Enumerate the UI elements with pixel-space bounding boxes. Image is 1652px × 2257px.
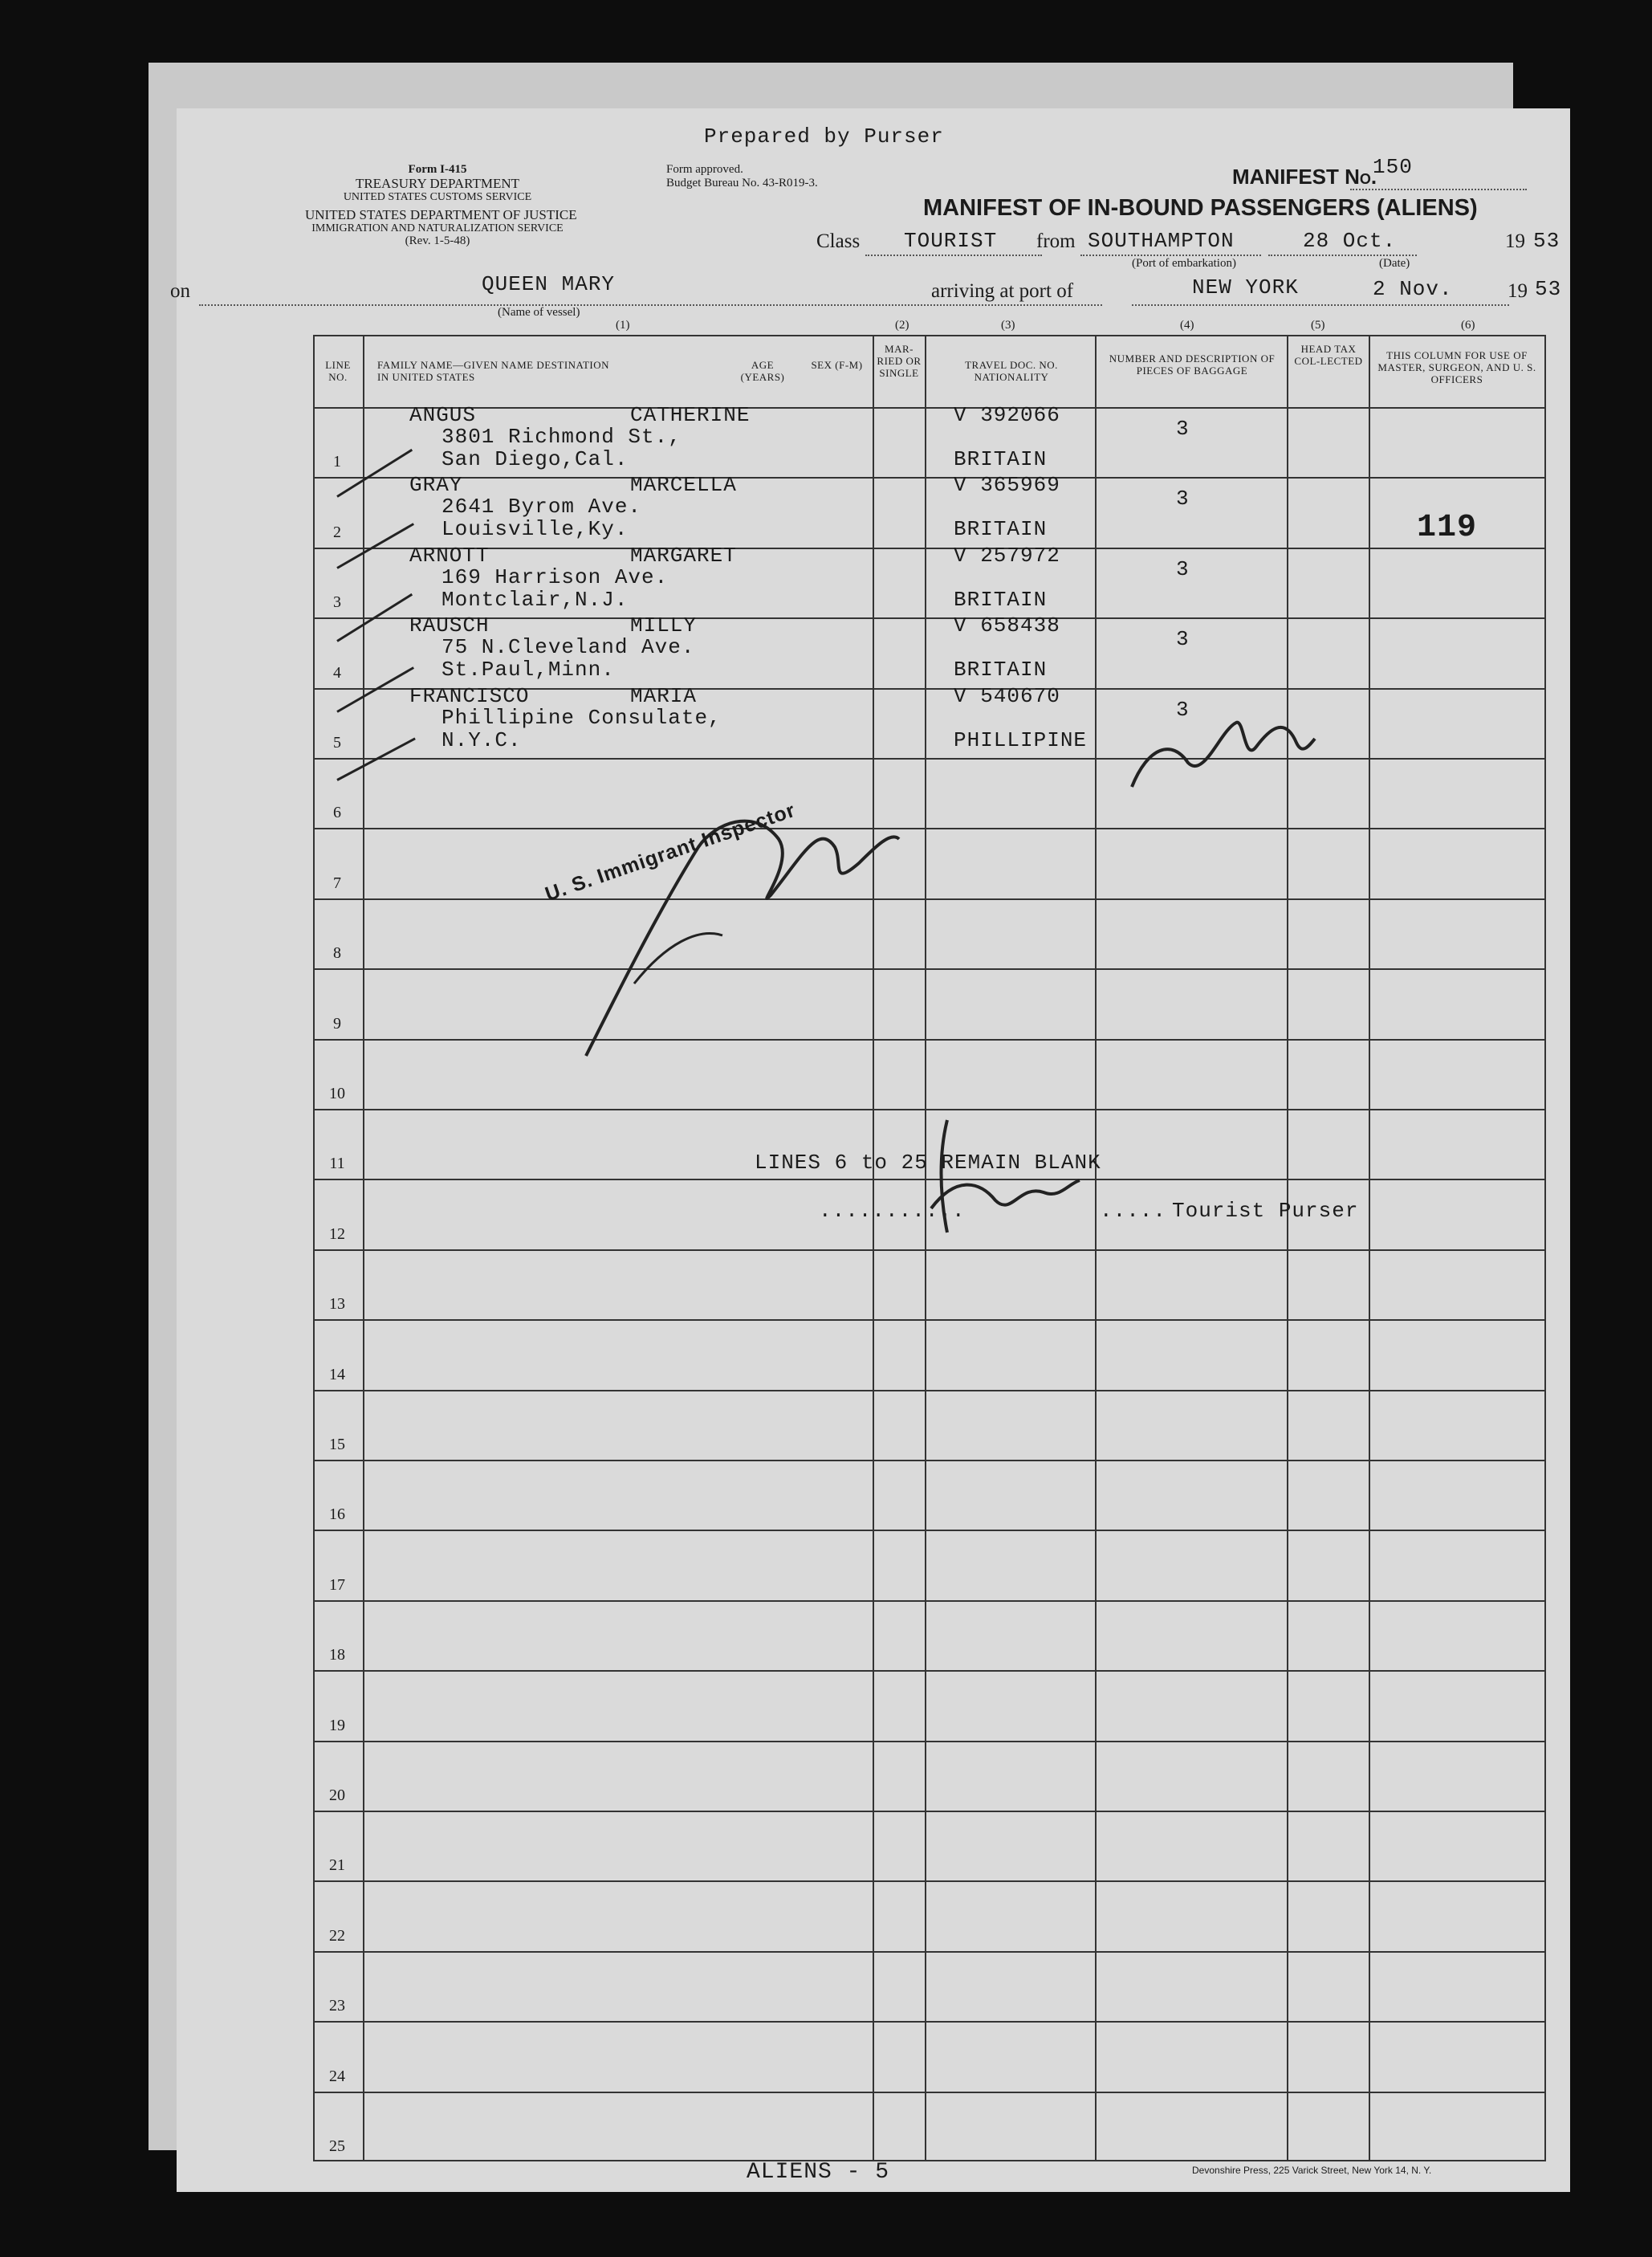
signature-scrawl	[1124, 699, 1316, 803]
on-label: on	[170, 280, 190, 302]
row-divider	[313, 2021, 1546, 2023]
passenger-family-name: RAUSCH	[409, 613, 490, 638]
passenger-family-name: ANGUS	[409, 403, 477, 427]
date-caption: (Date)	[1379, 257, 1410, 270]
passenger-baggage: 3	[1176, 697, 1190, 722]
passenger-baggage: 3	[1176, 556, 1190, 581]
line-number: 24	[329, 2067, 345, 2085]
table-header-divider	[313, 407, 1546, 409]
col-age: AGE (YEARS)	[740, 359, 785, 383]
purser-label: Tourist Purser	[1172, 1199, 1359, 1223]
arrival-year: 53	[1535, 277, 1562, 301]
col-baggage: NUMBER AND DESCRIPTION OF PIECES OF BAGGAGE	[1109, 352, 1276, 377]
line-number: 5	[333, 734, 341, 752]
col-head-tax: HEAD TAX COL-LECTED	[1294, 343, 1363, 367]
vessel-name: QUEEN MARY	[482, 272, 616, 296]
line-number: 21	[329, 1856, 345, 1875]
port-embarkation: SOUTHAMPTON	[1088, 229, 1235, 253]
passenger-address-line1: 2641 Byrom Ave.	[441, 495, 642, 519]
passenger-given-name: MARGARET	[630, 543, 737, 568]
passenger-nationality: BRITAIN	[954, 658, 1048, 682]
col-sex: SEX (F-M)	[811, 359, 863, 371]
line-number: 15	[329, 1436, 345, 1453]
line-number: 6	[333, 804, 341, 822]
arrival-date: 2 Nov.	[1373, 277, 1453, 301]
vessel-caption: (Name of vessel)	[498, 306, 580, 319]
row-divider	[313, 548, 1546, 549]
passenger-family-name: GRAY	[409, 473, 463, 498]
passenger-address-line2: N.Y.C.	[441, 727, 522, 752]
line-number: 13	[329, 1295, 345, 1314]
passenger-address-line2: Montclair,N.J.	[441, 587, 629, 612]
passenger-travel-doc: V 658438	[954, 613, 1060, 638]
footer-printer: Devonshire Press, 225 Varick Street, New York 14, N. Y.	[1192, 2165, 1432, 2176]
line-number: 17	[329, 1575, 345, 1594]
line-number: 20	[329, 1786, 345, 1804]
col-num-3: (3)	[1001, 319, 1015, 332]
line-number: 11	[329, 1155, 345, 1173]
row-divider	[313, 1460, 1546, 1461]
passenger-nationality: PHILLIPINE	[954, 727, 1088, 752]
embark-date: 28 Oct.	[1303, 229, 1397, 253]
class-label: Class	[816, 230, 861, 252]
inspector-stamp: U. S. Immigrant Inspector	[542, 798, 799, 906]
arrival-year-prefix: 19	[1508, 280, 1528, 302]
budget-bureau: Budget Bureau No. 43-R019-3.	[666, 177, 818, 189]
customs-service: UNITED STATES CUSTOMS SERVICE	[343, 191, 532, 203]
from-label: from	[1036, 230, 1076, 252]
passenger-given-name: MARIA	[630, 683, 698, 708]
line-number: 16	[329, 1505, 345, 1524]
row-divider	[313, 1880, 1546, 1882]
col-married: MAR-RIED OR SINGLE	[877, 343, 922, 379]
passenger-nationality: BRITAIN	[954, 447, 1048, 471]
manifest-no: 150	[1373, 155, 1413, 179]
passenger-family-name: ARNOTT	[409, 543, 490, 568]
row-divider	[313, 1530, 1546, 1531]
manifest-page	[170, 108, 1570, 2192]
line-number: 8	[333, 944, 341, 963]
col-num-1: (1)	[616, 319, 630, 332]
line-number: 22	[329, 1926, 345, 1945]
row-divider	[313, 2092, 1546, 2093]
form-rev: (Rev. 1-5-48)	[405, 234, 470, 247]
col-num-5: (5)	[1311, 319, 1325, 332]
arrival-port: NEW YORK	[1192, 275, 1299, 299]
col-line-no: LINE NO.	[325, 359, 351, 383]
passenger-address-line2: Louisville,Ky.	[441, 517, 629, 542]
col-travel-doc: TRAVEL DOC. NO. NATIONALITY	[965, 359, 1058, 383]
officer-note: 119	[1417, 510, 1478, 546]
passenger-nationality: BRITAIN	[954, 517, 1048, 542]
arriving-label: arriving at port of	[931, 280, 1074, 302]
row-divider	[313, 1951, 1546, 1953]
passenger-address-line1: Phillipine Consulate,	[441, 705, 722, 730]
line-number: 3	[333, 593, 341, 612]
row-divider	[313, 758, 1546, 760]
passenger-address-line1: 169 Harrison Ave.	[441, 564, 669, 589]
row-divider	[313, 1670, 1546, 1672]
blank-lines-note: LINES 6 to 25 REMAIN BLANK	[755, 1151, 1101, 1175]
line-number: 9	[333, 1014, 341, 1033]
line-number: 7	[333, 874, 341, 892]
purser-dots-after: .....	[1100, 1199, 1167, 1223]
line-number: 19	[329, 1716, 345, 1734]
col-num-6: (6)	[1461, 319, 1475, 332]
row-divider	[313, 1319, 1546, 1321]
line-number: 2	[333, 523, 341, 541]
form-approved: Form approved.	[666, 163, 743, 176]
row-divider	[313, 1600, 1546, 1602]
line-number: 1	[333, 453, 341, 471]
purser-signature	[923, 1104, 1084, 1241]
row-divider	[313, 617, 1546, 619]
form-number: Form I-415	[408, 163, 467, 176]
passenger-travel-doc: V 540670	[954, 683, 1060, 708]
line-number: 18	[329, 1646, 345, 1664]
line-number: 14	[329, 1365, 345, 1383]
passenger-baggage: 3	[1176, 627, 1190, 652]
dept-justice: UNITED STATES DEPARTMENT OF JUSTICE	[305, 207, 577, 222]
passenger-family-name: FRANCISCO	[409, 683, 530, 708]
col-num-2: (2)	[895, 319, 909, 332]
passenger-nationality: BRITAIN	[954, 587, 1048, 612]
row-divider	[313, 828, 1546, 829]
row-divider	[313, 1249, 1546, 1251]
dept-treasury: TREASURY DEPARTMENT	[355, 176, 520, 191]
row-divider	[313, 1811, 1546, 1812]
row-divider	[313, 1390, 1546, 1391]
row-divider	[313, 968, 1546, 970]
passenger-address-line1: 3801 Richmond St.,	[441, 425, 682, 449]
line-number: 25	[329, 2137, 345, 2155]
col-num-4: (4)	[1180, 319, 1194, 332]
passenger-address-line1: 75 N.Cleveland Ave.	[441, 635, 695, 660]
footer-aliens: ALIENS - 5	[747, 2160, 890, 2185]
embark-year-prefix: 19	[1505, 230, 1525, 252]
col-name: FAMILY NAME—GIVEN NAME DESTINATION IN UNITED STATES	[377, 359, 610, 383]
manifest-title: MANIFEST OF IN-BOUND PASSENGERS (ALIENS)	[923, 195, 1478, 221]
passenger-travel-doc: V 257972	[954, 543, 1060, 568]
class-value: TOURIST	[904, 229, 998, 253]
passenger-given-name: MARCELLA	[630, 473, 737, 498]
passenger-given-name: MILLY	[630, 613, 698, 638]
line-number: 12	[329, 1224, 345, 1243]
line-number: 23	[329, 1997, 345, 2015]
passenger-address-line2: St.Paul,Minn.	[441, 658, 615, 682]
line-number: 4	[333, 663, 341, 682]
row-divider	[313, 1741, 1546, 1742]
row-divider	[313, 898, 1546, 900]
passenger-baggage: 3	[1176, 417, 1190, 441]
prepared-by: Prepared by Purser	[704, 124, 944, 149]
line-number: 10	[329, 1085, 345, 1102]
manifest-no-label: MANIFEST No.	[1232, 165, 1377, 189]
passenger-baggage: 3	[1176, 487, 1190, 511]
col-officers: THIS COLUMN FOR USE OF MASTER, SURGEON, AND U. S. OFFICERS	[1377, 349, 1536, 385]
port-embarkation-caption: (Port of embarkation)	[1132, 257, 1236, 270]
ins: IMMIGRATION AND NATURALIZATION SERVICE	[311, 222, 564, 234]
passenger-travel-doc: V 365969	[954, 473, 1060, 498]
row-divider	[313, 1039, 1546, 1041]
passenger-given-name: CATHERINE	[630, 403, 751, 427]
passenger-address-line2: San Diego,Cal.	[441, 447, 629, 471]
embark-year: 53	[1533, 229, 1560, 253]
row-divider	[313, 477, 1546, 479]
purser-dots: ...........	[819, 1199, 966, 1223]
passenger-travel-doc: V 392066	[954, 403, 1060, 427]
